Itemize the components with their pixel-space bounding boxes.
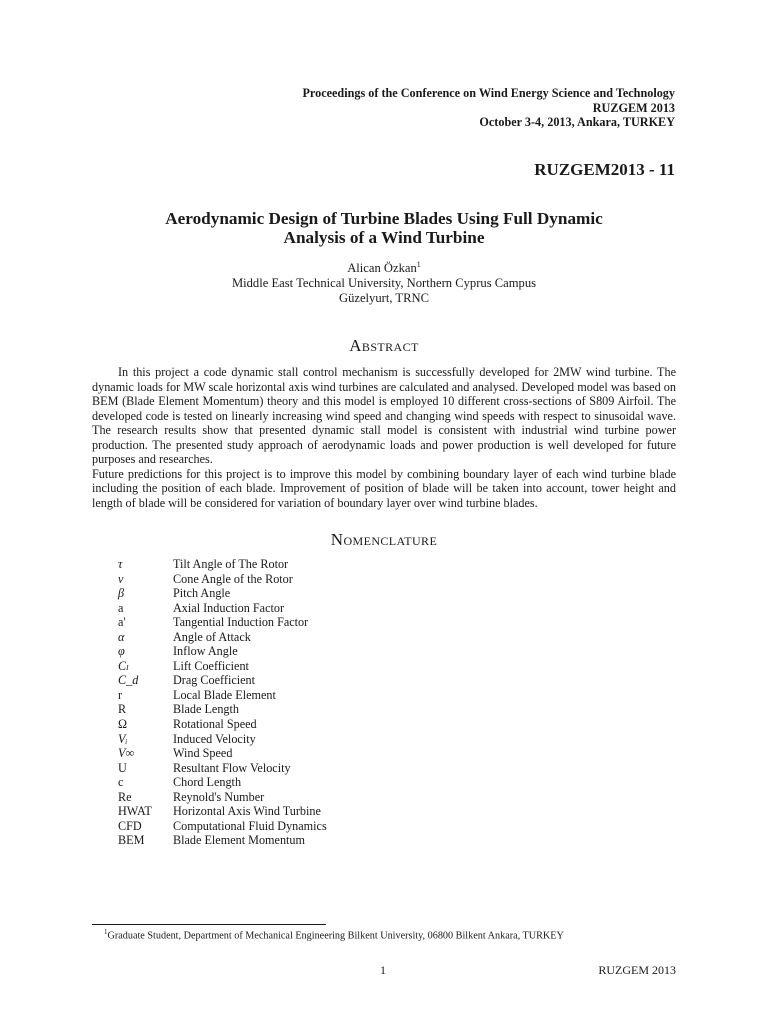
nomenclature-symbol: Re	[118, 789, 132, 804]
nomenclature-description: Reynold's Number	[173, 789, 265, 804]
nomenclature-row	[118, 615, 327, 630]
abstract-paragraph-1: In this project a code dynamic stall control mechanism is successfully developed for 2MW wind turbine. The dynamic loads for MW scale horizontal axis wind turbines are calculated and analysed. Developed model was based on BEM (Blade Element Momentum) theory and this model is employed 10 different cross-sections of S809 Airfoil. The developed code is tested on linearly increasing wind speed and changing wind speeds with respect to sinusoidal wave. The research results show that presented dynamic stall model is consistent with industrial wind turbine power production. The presented study approach of aerodynamic loads and power production is well developed for future purposes and researches.	[92, 365, 676, 467]
header-date-location: October 3-4, 2013, Ankara, TURKEY	[479, 115, 675, 129]
nomenclature-row	[118, 586, 327, 601]
nomenclature-description: Blade Length	[173, 702, 239, 717]
nomenclature-row	[118, 804, 327, 819]
nomenclature-symbol: α	[118, 629, 125, 644]
nomenclature-symbol: HWAT	[118, 804, 152, 819]
nomenclature-symbol: CFD	[118, 818, 142, 833]
conference-header	[302, 86, 675, 130]
nomenclature-row	[118, 761, 327, 776]
nomenclature-symbol: U	[118, 760, 127, 775]
author-name-line	[92, 258, 676, 276]
nomenclature-row	[118, 557, 327, 572]
nomenclature-row	[118, 746, 327, 761]
author-name: Alican Özkan	[347, 261, 417, 276]
author-affiliation: Middle East Technical University, Northern Cyprus Campus	[231, 275, 537, 290]
nomenclature-row	[118, 630, 327, 645]
nomenclature-description: Lift Coefficient	[173, 658, 249, 673]
nomenclature-description: Wind Speed	[173, 746, 233, 761]
nomenclature-symbol: c	[118, 775, 124, 790]
nomenclature-row	[118, 732, 327, 747]
header-event: RUZGEM 2013	[592, 100, 675, 115]
nomenclature-description: Tilt Angle of The Rotor	[173, 557, 289, 571]
nomenclature-symbol: ν	[118, 571, 124, 586]
nomenclature-list	[118, 557, 327, 848]
abstract-paragraph-2: Future predictions for this project is to improve this model by combining boundary layer of each wind turbine blade including the position of each blade. Improvement of position of blade will be taken into account, tower height and length of blade will be considered for variation of boundary layer over wind turbine blades.	[92, 466, 676, 510]
footnote-mark: 1	[104, 928, 108, 936]
nomenclature-description: Inflow Angle	[173, 644, 238, 659]
author-footnote-mark: 1	[416, 260, 421, 269]
nomenclature-row	[118, 644, 327, 659]
nomenclature-description: Computational Fluid Dynamics	[173, 818, 327, 833]
nomenclature-row	[118, 572, 327, 587]
nomenclature-symbol: a'	[118, 615, 126, 630]
nomenclature-row	[118, 673, 327, 688]
nomenclature-description: Blade Element Momentum	[173, 833, 306, 848]
nomenclature-description: Drag Coefficient	[173, 673, 256, 688]
abstract-heading: Abstract	[349, 336, 419, 355]
nomenclature-heading: Nomenclature	[330, 530, 438, 549]
nomenclature-symbol: r	[118, 687, 123, 702]
footnote-text: Graduate Student, Department of Mechanical Engineering Bilkent University, 06800 Bilkent Ankara, TURKEY	[107, 930, 564, 942]
nomenclature-symbol: Ω	[118, 717, 128, 732]
nomenclature-symbol: C_d	[118, 673, 139, 688]
abstract-body	[92, 365, 676, 510]
nomenclature-description: Tangential Induction Factor	[173, 615, 309, 630]
nomenclature-symbol: φ	[118, 644, 125, 659]
author-block	[92, 258, 676, 306]
nomenclature-symbol: β	[118, 586, 125, 601]
nomenclature-symbol: a	[118, 600, 124, 615]
paper-title	[92, 209, 676, 247]
nomenclature-description: Rotational Speed	[173, 717, 257, 732]
nomenclature-description: Resultant Flow Velocity	[173, 760, 291, 775]
paper-code: RUZGEM2013 - 11	[534, 160, 675, 179]
nomenclature-row	[118, 790, 327, 805]
footer-conference: RUZGEM 2013	[598, 963, 676, 977]
nomenclature-description: Induced Velocity	[173, 731, 256, 746]
page-number: 1	[380, 963, 386, 977]
title-line-2: Analysis of a Wind Turbine	[283, 228, 485, 247]
nomenclature-symbol: BEM	[118, 833, 145, 848]
nomenclature-description: Angle of Attack	[173, 629, 251, 644]
header-conference-name: Proceedings of the Conference on Wind Energy Science and Technology	[302, 86, 675, 100]
nomenclature-symbol: Vᵢ	[118, 731, 128, 746]
nomenclature-row	[118, 702, 327, 717]
nomenclature-symbol: Cₗ	[118, 658, 130, 673]
nomenclature-description: Axial Induction Factor	[173, 600, 285, 615]
nomenclature-row	[118, 601, 327, 616]
nomenclature-description: Chord Length	[173, 775, 242, 790]
nomenclature-row	[118, 775, 327, 790]
nomenclature-description: Cone Angle of the Rotor	[173, 571, 293, 586]
nomenclature-description: Horizontal Axis Wind Turbine	[173, 804, 321, 819]
nomenclature-row	[118, 659, 327, 674]
author-location: Güzelyurt, TRNC	[338, 290, 429, 305]
nomenclature-symbol: R	[118, 702, 127, 717]
footnote-divider	[92, 924, 326, 925]
nomenclature-symbol: τ	[118, 557, 123, 571]
nomenclature-description: Local Blade Element	[173, 687, 276, 702]
nomenclature-row	[118, 819, 327, 834]
title-line-1: Aerodynamic Design of Turbine Blades Using Full Dynamic	[165, 209, 603, 228]
nomenclature-row	[118, 717, 327, 732]
nomenclature-symbol: V∞	[118, 746, 135, 761]
footnote	[104, 928, 564, 941]
nomenclature-row	[118, 688, 327, 703]
nomenclature-row	[118, 833, 327, 848]
nomenclature-description: Pitch Angle	[173, 586, 231, 601]
